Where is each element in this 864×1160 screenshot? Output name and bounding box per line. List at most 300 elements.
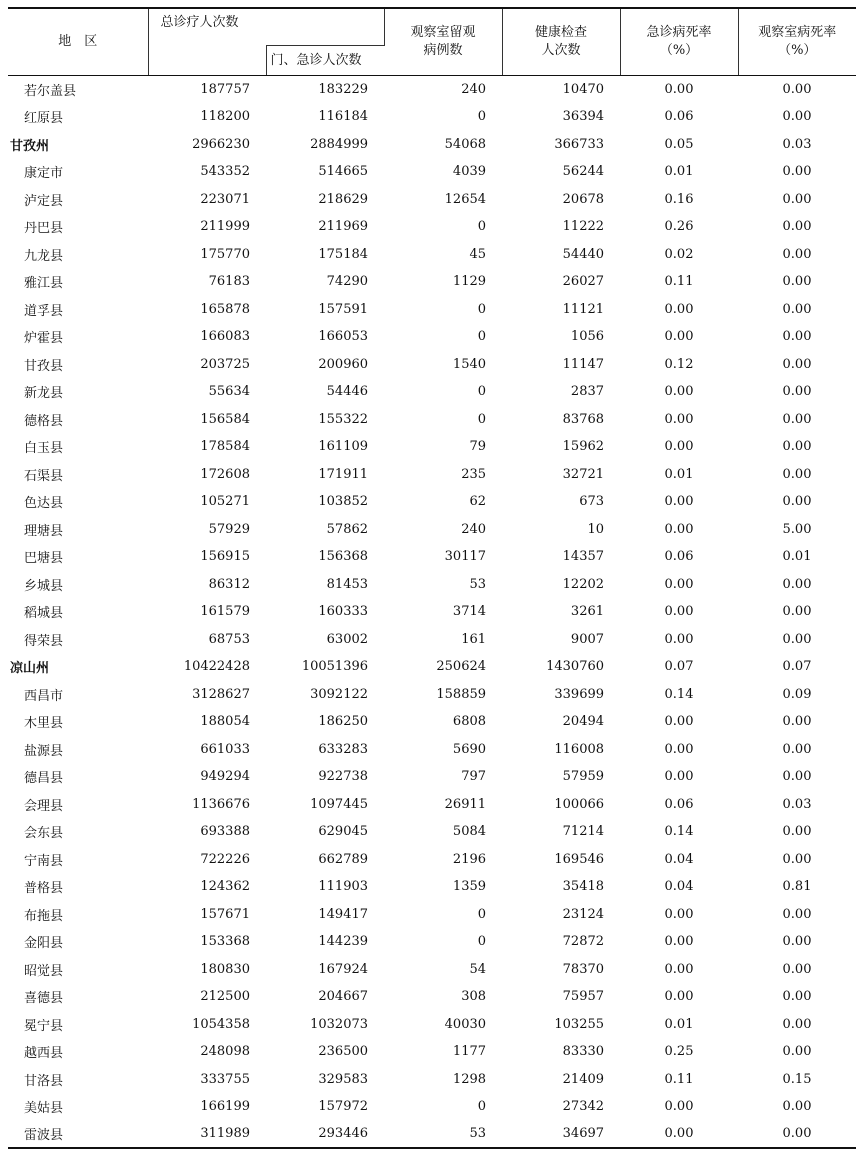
observation-value: 4039 <box>452 164 487 180</box>
er-death-rate-value: 0.07 <box>664 659 694 675</box>
region-name: 冕宁县 <box>24 1018 64 1034</box>
outpatient-value: 3092122 <box>310 686 369 702</box>
obs-death-rate-value: 0.00 <box>782 109 812 125</box>
outpatient-value: 171911 <box>318 466 369 482</box>
observation-value: 62 <box>469 494 487 510</box>
total-visits-value: 178584 <box>200 439 250 455</box>
health-check-value: 54440 <box>562 246 605 262</box>
outpatient-value: 57862 <box>326 521 369 537</box>
outpatient-value: 629045 <box>318 824 369 840</box>
total-visits-value: 180830 <box>200 961 250 977</box>
header-row-1 <box>8 8 856 46</box>
observation-value: 45 <box>469 246 487 262</box>
observation-value: 2196 <box>452 851 487 867</box>
obs-death-rate-value: 0.00 <box>782 1016 812 1032</box>
observation-value: 5084 <box>452 824 487 840</box>
header-observation: 观察室留观 病例数 <box>384 8 502 76</box>
region-name: 普格县 <box>24 881 64 897</box>
er-death-rate-value: 0.11 <box>664 1071 694 1087</box>
table-row <box>8 818 856 846</box>
region-name: 西昌市 <box>24 688 64 704</box>
obs-death-rate-value: 0.00 <box>782 714 812 730</box>
observation-value: 158859 <box>436 686 487 702</box>
er-death-rate-value: 0.01 <box>664 164 694 180</box>
region-name: 会理县 <box>24 798 64 814</box>
table-row <box>8 928 856 956</box>
er-death-rate-value: 0.00 <box>664 576 694 592</box>
er-death-rate-value: 0.16 <box>664 191 694 207</box>
region-name: 甘孜州 <box>10 138 50 154</box>
health-check-value: 72872 <box>562 934 605 950</box>
er-death-rate-value: 0.04 <box>664 879 694 895</box>
table-row <box>8 626 856 654</box>
er-death-rate-value: 0.06 <box>664 109 694 125</box>
outpatient-value: 186250 <box>318 714 369 730</box>
total-visits-value: 543352 <box>200 164 250 180</box>
total-visits-value: 1136676 <box>192 796 250 812</box>
header-region: 地 区 <box>8 8 148 76</box>
region-name: 盐源县 <box>24 743 64 759</box>
obs-death-rate-value: 0.01 <box>782 549 812 565</box>
health-check-value: 11147 <box>562 356 605 372</box>
total-visits-value: 722226 <box>200 851 250 867</box>
total-visits-value: 949294 <box>200 769 250 785</box>
table-row <box>8 1038 856 1066</box>
er-death-rate-value: 0.00 <box>620 1121 738 1149</box>
observation-value: 1359 <box>452 879 487 895</box>
health-check-value: 10470 <box>562 82 605 97</box>
table-row <box>8 653 856 681</box>
observation-value: 1177 <box>452 1044 487 1060</box>
observation-value: 3714 <box>452 604 487 620</box>
region-name: 宁南县 <box>24 853 64 869</box>
total-visits-value: 1054358 <box>192 1016 250 1032</box>
er-death-rate-value: 0.02 <box>664 246 694 262</box>
observation-value: 797 <box>461 769 487 785</box>
table-row <box>8 543 856 571</box>
er-death-rate-value: 0.00 <box>664 741 694 757</box>
er-death-rate-value: 0.00 <box>664 411 694 427</box>
region-name: 德格县 <box>24 413 64 429</box>
region-name: 喜德县 <box>24 991 64 1007</box>
observation-value: 53 <box>469 576 487 592</box>
health-check-value: 34697 <box>502 1121 620 1149</box>
table-row <box>8 846 856 874</box>
observation-value: 161 <box>461 631 487 647</box>
total-visits-value: 175770 <box>200 246 250 262</box>
obs-death-rate-value: 0.00 <box>782 906 812 922</box>
health-check-value: 32721 <box>562 466 605 482</box>
obs-death-rate-value: 0.00 <box>782 329 812 345</box>
health-check-value: 11121 <box>562 301 605 317</box>
outpatient-value: 157972 <box>318 1099 369 1115</box>
obs-death-rate-value: 0.00 <box>782 989 812 1005</box>
observation-value: 1129 <box>452 274 487 290</box>
health-check-value: 83330 <box>562 1044 605 1060</box>
health-check-value: 366733 <box>554 136 605 152</box>
total-visits-value: 187757 <box>200 82 250 97</box>
region-name: 金阳县 <box>24 936 64 952</box>
er-death-rate-value: 0.00 <box>664 604 694 620</box>
er-death-rate-value: 0.00 <box>664 494 694 510</box>
er-death-rate-value: 0.25 <box>664 1044 694 1060</box>
er-death-rate-value: 0.00 <box>664 384 694 400</box>
observation-value: 1298 <box>452 1071 487 1087</box>
table-row <box>8 1066 856 1094</box>
health-check-value: 15962 <box>562 439 605 455</box>
region-name: 炉霍县 <box>24 331 64 347</box>
health-check-value: 100066 <box>554 796 605 812</box>
outpatient-value: 157591 <box>318 301 369 317</box>
table-row <box>8 736 856 764</box>
obs-death-rate-value: 0.00 <box>782 961 812 977</box>
obs-death-rate-value: 0.00 <box>782 191 812 207</box>
observation-value: 0 <box>477 301 487 317</box>
er-death-rate-value: 0.00 <box>664 329 694 345</box>
er-death-rate-value: 0.05 <box>664 136 694 152</box>
outpatient-value: 160333 <box>318 604 369 620</box>
outpatient-value: 2884999 <box>310 136 369 152</box>
observation-value: 1540 <box>452 356 487 372</box>
table-row <box>8 1011 856 1039</box>
outpatient-value: 1097445 <box>310 796 369 812</box>
table-row <box>8 763 856 791</box>
total-visits-value: 212500 <box>200 989 250 1005</box>
obs-death-rate-value: 0.00 <box>782 219 812 235</box>
region-name: 凉山州 <box>10 661 50 677</box>
region-name: 新龙县 <box>24 386 64 402</box>
health-check-value: 169546 <box>554 851 605 867</box>
total-visits-value: 3128627 <box>192 686 250 702</box>
table-row <box>8 186 856 214</box>
header-total-visits: 总诊疗人次数 <box>148 8 384 46</box>
region-name: 美姑县 <box>24 1101 64 1117</box>
obs-death-rate-value: 0.07 <box>782 659 812 675</box>
observation-value: 30117 <box>444 549 487 565</box>
region-name: 泸定县 <box>24 193 64 209</box>
outpatient-value: 63002 <box>326 631 369 647</box>
obs-death-rate-value: 0.00 <box>782 631 812 647</box>
observation-value: 54 <box>469 961 487 977</box>
obs-death-rate-value: 0.00 <box>782 604 812 620</box>
er-death-rate-value: 0.12 <box>664 356 694 372</box>
region-name: 稻城县 <box>24 606 64 622</box>
outpatient-value: 662789 <box>318 851 369 867</box>
er-death-rate-value: 0.06 <box>664 549 694 565</box>
obs-death-rate-value: 0.00 <box>782 1044 812 1060</box>
health-check-value: 71214 <box>562 824 605 840</box>
health-check-value: 14357 <box>562 549 605 565</box>
obs-death-rate-value: 0.00 <box>782 741 812 757</box>
outpatient-value: 155322 <box>318 411 369 427</box>
region-name: 若尔盖县 <box>24 84 77 99</box>
outpatient-value: 211969 <box>318 219 369 235</box>
observation-value: 79 <box>469 439 487 455</box>
total-visits-value: 161579 <box>200 604 250 620</box>
region-name: 德昌县 <box>24 771 64 787</box>
table-row <box>8 378 856 406</box>
table-body <box>8 76 856 1149</box>
health-check-value: 83768 <box>562 411 605 427</box>
table-row <box>8 213 856 241</box>
region-name: 雷波县 <box>8 1121 148 1149</box>
total-visits-value: 172608 <box>200 466 250 482</box>
er-death-rate-value: 0.00 <box>664 906 694 922</box>
observation-value: 6808 <box>452 714 487 730</box>
table-row <box>8 158 856 186</box>
health-check-value: 35418 <box>562 879 605 895</box>
obs-death-rate-value: 0.00 <box>782 934 812 950</box>
observation-value: 0 <box>477 329 487 345</box>
health-check-value: 57959 <box>562 769 605 785</box>
outpatient-value: 1032073 <box>310 1016 369 1032</box>
region-name: 昭觉县 <box>24 963 64 979</box>
table-row <box>8 1093 856 1121</box>
table-row <box>8 488 856 516</box>
table-row <box>8 901 856 929</box>
obs-death-rate-value: 0.00 <box>782 82 812 97</box>
total-visits-value: 333755 <box>200 1071 250 1087</box>
table-header <box>8 8 856 76</box>
er-death-rate-value: 0.00 <box>664 934 694 950</box>
observation-value: 26911 <box>444 796 487 812</box>
health-check-value: 20678 <box>562 191 605 207</box>
obs-death-rate-value: 0.00 <box>782 466 812 482</box>
outpatient-value: 111903 <box>318 879 369 895</box>
region-name: 丹巴县 <box>24 221 64 237</box>
observation-value: 0 <box>477 411 487 427</box>
outpatient-value: 161109 <box>318 439 369 455</box>
outpatient-value: 514665 <box>318 164 369 180</box>
obs-death-rate-value: 0.00 <box>782 576 812 592</box>
er-death-rate-value: 0.01 <box>664 1016 694 1032</box>
outpatient-value: 54446 <box>326 384 369 400</box>
region-name: 乡城县 <box>24 578 64 594</box>
total-visits-value: 118200 <box>200 109 250 125</box>
region-name: 道孚县 <box>24 303 64 319</box>
outpatient-value: 74290 <box>326 274 369 290</box>
er-death-rate-value: 0.14 <box>664 824 694 840</box>
header-obs-death-rate: 观察室病死率 （%） <box>738 8 856 76</box>
health-check-value: 36394 <box>562 109 605 125</box>
obs-death-rate-value: 0.00 <box>782 274 812 290</box>
outpatient-value: 156368 <box>318 549 369 565</box>
total-visits-value: 166199 <box>200 1099 250 1115</box>
table-row <box>8 1121 856 1149</box>
total-visits-value: 211999 <box>200 219 250 235</box>
header-total-spacer <box>148 46 266 76</box>
obs-death-rate-value: 0.00 <box>782 164 812 180</box>
total-visits-value: 156584 <box>200 411 250 427</box>
table-row <box>8 681 856 709</box>
outpatient-value: 144239 <box>318 934 369 950</box>
table-row <box>8 983 856 1011</box>
region-name: 越西县 <box>24 1046 64 1062</box>
health-check-value: 116008 <box>554 741 605 757</box>
total-visits-value: 165878 <box>200 301 250 317</box>
obs-death-rate-value: 0.03 <box>782 136 812 152</box>
table-row <box>8 791 856 819</box>
region-name: 康定市 <box>24 166 64 182</box>
er-death-rate-value: 0.00 <box>664 631 694 647</box>
observation-value: 240 <box>461 82 487 97</box>
observation-value: 235 <box>461 466 487 482</box>
table-row <box>8 406 856 434</box>
health-check-value: 75957 <box>562 989 605 1005</box>
table-row <box>8 461 856 489</box>
total-visits-value: 223071 <box>200 191 250 207</box>
outpatient-value: 200960 <box>318 356 369 372</box>
observation-value: 53 <box>384 1121 502 1149</box>
er-death-rate-value: 0.00 <box>664 1099 694 1115</box>
er-death-rate-value: 0.06 <box>664 796 694 812</box>
er-death-rate-value: 0.04 <box>664 851 694 867</box>
total-visits-value: 68753 <box>208 631 250 647</box>
total-visits-value: 76183 <box>208 274 250 290</box>
observation-value: 0 <box>477 384 487 400</box>
health-check-value: 21409 <box>562 1071 605 1087</box>
health-check-value: 103255 <box>554 1016 605 1032</box>
total-visits-value: 2966230 <box>192 136 250 152</box>
obs-death-rate-value: 5.00 <box>782 521 812 537</box>
outpatient-value: 175184 <box>318 246 369 262</box>
obs-death-rate-value: 0.00 <box>782 356 812 372</box>
observation-value: 54068 <box>444 136 487 152</box>
outpatient-value: 103852 <box>318 494 369 510</box>
table-row <box>8 296 856 324</box>
total-visits-value: 124362 <box>200 879 250 895</box>
outpatient-value: 293446 <box>266 1121 384 1149</box>
table-row <box>8 103 856 131</box>
region-name: 理塘县 <box>24 523 64 539</box>
er-death-rate-value: 0.00 <box>664 769 694 785</box>
obs-death-rate-value: 0.03 <box>782 796 812 812</box>
total-visits-value: 57929 <box>208 521 250 537</box>
total-visits-value: 86312 <box>208 576 250 592</box>
obs-death-rate-value: 0.00 <box>782 494 812 510</box>
obs-death-rate-value: 0.00 <box>782 1099 812 1115</box>
health-check-value: 11222 <box>562 219 605 235</box>
er-death-rate-value: 0.00 <box>664 521 694 537</box>
outpatient-value: 149417 <box>318 906 369 922</box>
er-death-rate-value: 0.00 <box>664 301 694 317</box>
table-row <box>8 131 856 159</box>
observation-value: 240 <box>461 521 487 537</box>
table-row <box>8 956 856 984</box>
observation-value: 5690 <box>452 741 487 757</box>
header-er-death-rate: 急诊病死率 （%） <box>620 8 738 76</box>
health-check-value: 9007 <box>570 631 605 647</box>
statistics-table <box>8 7 856 1149</box>
region-name: 甘孜县 <box>24 358 64 374</box>
obs-death-rate-value: 0.00 <box>782 301 812 317</box>
obs-death-rate-value: 0.00 <box>782 851 812 867</box>
obs-death-rate-value: 0.00 <box>738 1121 856 1149</box>
er-death-rate-value: 0.26 <box>664 219 694 235</box>
total-visits-value: 153368 <box>200 934 250 950</box>
health-check-value: 26027 <box>562 274 605 290</box>
region-name: 石渠县 <box>24 468 64 484</box>
table-row <box>8 516 856 544</box>
health-check-value: 56244 <box>562 164 605 180</box>
outpatient-value: 81453 <box>326 576 369 592</box>
total-visits-value: 188054 <box>200 714 250 730</box>
health-check-value: 27342 <box>562 1099 605 1115</box>
obs-death-rate-value: 0.00 <box>782 824 812 840</box>
health-check-value: 12202 <box>562 576 605 592</box>
region-name: 红原县 <box>24 111 64 127</box>
total-visits-value: 311989 <box>148 1121 266 1149</box>
obs-death-rate-value: 0.00 <box>782 411 812 427</box>
outpatient-value: 10051396 <box>301 659 369 675</box>
er-death-rate-value: 0.00 <box>664 989 694 1005</box>
region-name: 雅江县 <box>24 276 64 292</box>
table-row <box>8 76 856 104</box>
observation-value: 0 <box>477 109 487 125</box>
observation-value: 0 <box>477 1099 487 1115</box>
outpatient-value: 329583 <box>318 1071 369 1087</box>
total-visits-value: 166083 <box>200 329 250 345</box>
observation-value: 308 <box>461 989 487 1005</box>
obs-death-rate-value: 0.00 <box>782 769 812 785</box>
health-check-value: 339699 <box>554 686 605 702</box>
observation-value: 0 <box>477 906 487 922</box>
table-row <box>8 598 856 626</box>
er-death-rate-value: 0.11 <box>664 274 694 290</box>
observation-value: 40030 <box>444 1016 487 1032</box>
total-visits-value: 248098 <box>200 1044 250 1060</box>
region-name: 甘洛县 <box>24 1073 64 1089</box>
outpatient-value: 633283 <box>318 741 369 757</box>
region-name: 木里县 <box>24 716 64 732</box>
obs-death-rate-value: 0.15 <box>782 1071 812 1087</box>
total-visits-value: 10422428 <box>183 659 250 675</box>
table-row <box>8 433 856 461</box>
region-name: 九龙县 <box>24 248 64 264</box>
er-death-rate-value: 0.00 <box>664 82 694 97</box>
outpatient-value: 922738 <box>318 769 369 785</box>
er-death-rate-value: 0.00 <box>664 439 694 455</box>
table-row <box>8 241 856 269</box>
outpatient-value: 218629 <box>318 191 369 207</box>
health-check-value: 23124 <box>562 906 605 922</box>
outpatient-value: 167924 <box>318 961 369 977</box>
table-row <box>8 708 856 736</box>
observation-value: 0 <box>477 219 487 235</box>
obs-death-rate-value: 0.00 <box>782 439 812 455</box>
region-name: 色达县 <box>24 496 64 512</box>
health-check-value: 2837 <box>570 384 605 400</box>
table-row <box>8 351 856 379</box>
health-check-value: 10 <box>587 521 605 537</box>
observation-value: 250624 <box>436 659 487 675</box>
health-check-value: 20494 <box>562 714 605 730</box>
outpatient-value: 116184 <box>318 109 369 125</box>
table-row <box>8 571 856 599</box>
outpatient-value: 236500 <box>318 1044 369 1060</box>
table-row <box>8 323 856 351</box>
health-check-value: 78370 <box>562 961 605 977</box>
obs-death-rate-value: 0.00 <box>782 384 812 400</box>
obs-death-rate-value: 0.00 <box>782 246 812 262</box>
health-check-value: 1430760 <box>546 659 605 675</box>
health-check-value: 673 <box>579 494 605 510</box>
health-check-value: 3261 <box>570 604 605 620</box>
outpatient-value: 183229 <box>318 82 369 97</box>
er-death-rate-value: 0.01 <box>664 466 694 482</box>
health-check-value: 1056 <box>570 329 605 345</box>
region-name: 白玉县 <box>24 441 64 457</box>
